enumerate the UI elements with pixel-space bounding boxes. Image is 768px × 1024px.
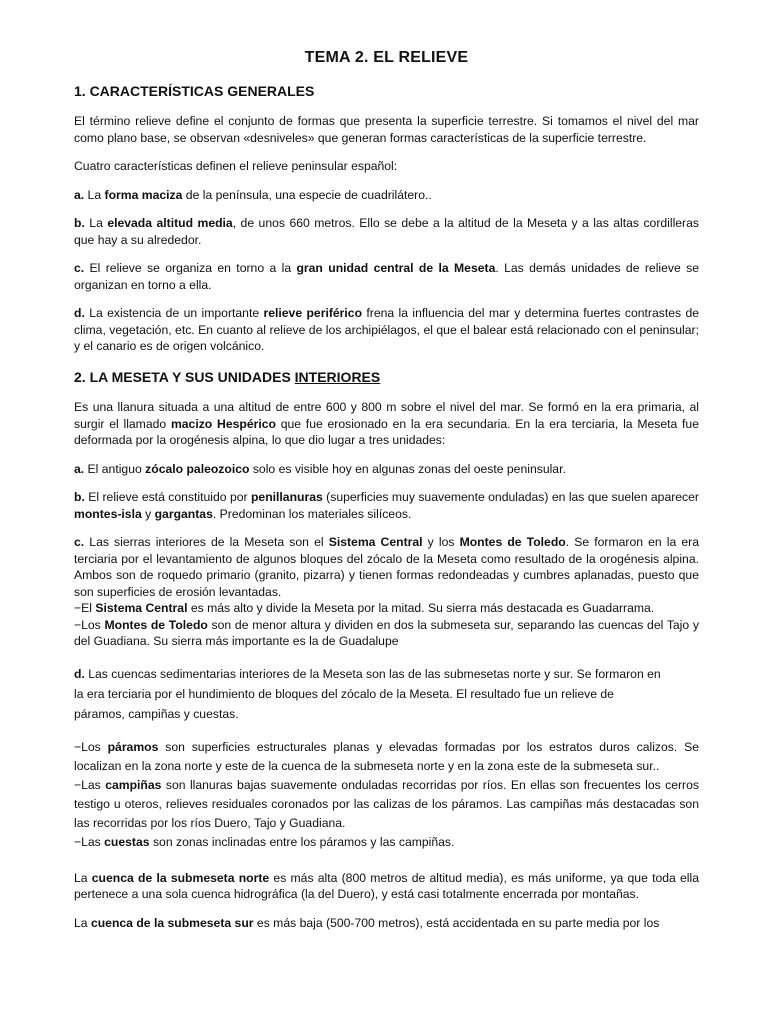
campinas-bold: campiñas <box>105 777 162 792</box>
feature-c <box>74 260 699 293</box>
section-1-intro: El término relieve define el conjunto de formas que presenta la superficie terrestre. Si tomamos el nivel del mar como plano base, se observan «desniveles» que generan formas características de la superficie terrestre. <box>74 114 699 145</box>
feature-a-bold: forma maciza <box>104 187 183 202</box>
campinas <box>74 776 699 833</box>
feature-b-bold: elevada altitud media <box>107 216 233 230</box>
unit-a-pre: El antiguo <box>84 461 146 476</box>
unit-d-line3: páramos, campiñas y cuestas. <box>74 706 239 721</box>
section-2-heading-text: 2. LA MESETA Y SUS UNIDADES <box>74 368 295 385</box>
section-2-heading <box>74 369 699 386</box>
feature-c-post: . Las demás unidades de relieve se organizan en torno a ella. <box>74 261 699 292</box>
norte-post: es más alta (800 metros de altitud media), es más uniforme, ya que toda ella pertenece a una sola cuenca hidrográfica (la del Duero), y está casi totalmente encerrada por montañas. <box>74 870 699 901</box>
section-2-heading-underlined: INTERIORES <box>294 368 381 385</box>
unit-c-sistema-central <box>74 600 699 617</box>
feature-a-letter: a. <box>74 187 85 202</box>
paramos-pre: −Los <box>74 739 108 754</box>
section-2-intro <box>74 399 699 449</box>
feature-a-pre: La <box>84 187 105 202</box>
unit-b-t2: (superficies muy suavemente onduladas) en las que suelen aparecer <box>322 490 699 504</box>
unit-c-t1: Las sierras interiores de la Meseta son el <box>84 535 329 549</box>
section-1-lead: Cuatro características definen el relieve peninsular español: <box>74 159 398 173</box>
section-1-heading: 1. CARACTERÍSTICAS GENERALES <box>74 82 315 99</box>
submeseta-sur <box>74 915 699 932</box>
feature-a <box>74 187 699 204</box>
submeseta-norte <box>74 870 699 903</box>
feature-d-pre: La existencia de un importante <box>84 306 264 320</box>
feature-b <box>74 215 699 248</box>
unit-d <box>74 664 699 684</box>
unit-d-text1: Las cuencas sedimentarias interiores de la Meseta son las de las submesetas norte y sur. Se formaron en <box>84 666 661 681</box>
sur-pre: La <box>74 915 91 930</box>
unit-d-letter: d. <box>74 666 85 681</box>
unit-b-t4: . Predominan los materiales silíceos. <box>212 506 412 521</box>
section-2-intro-b1: macizo Hespérico <box>170 416 276 431</box>
paramos <box>74 738 699 776</box>
paramos-bold: páramos <box>107 739 159 754</box>
unit-b-t3: y <box>141 506 155 521</box>
unit-c-montes-toledo <box>74 617 699 650</box>
unit-d-line2: la era terciaria por el hundimiento de bloques del zócalo de la Meseta. El resultado fue un relieve de <box>74 686 614 701</box>
document-title: TEMA 2. EL RELIEVE <box>304 49 469 66</box>
sur-bold: cuenca de la submeseta sur <box>90 915 254 930</box>
cuestas-bold: cuestas <box>104 834 150 849</box>
unit-c-l2-pre: −Los <box>74 617 105 632</box>
cuestas <box>74 833 699 852</box>
unit-a <box>74 461 699 478</box>
unit-c-t2: y los <box>422 535 460 549</box>
norte-pre: La <box>74 870 92 885</box>
campinas-post: son llanuras bajas suavemente onduladas recorridas por ríos. En ellas son frecuentes los cerros testigo u oteros, relieves residuales coronados por las calizas de los páramos. Las campiñas más destacadas son las recorridas por los ríos Duero, Tajo y Guadiana. <box>74 777 699 830</box>
unit-a-post: solo es visible hoy en algunas zonas del oeste peninsular. <box>249 461 566 476</box>
feature-c-letter: c. <box>74 261 85 275</box>
unit-c-l1-pre: −El <box>74 601 96 615</box>
unit-c <box>74 534 699 600</box>
feature-c-pre: El relieve se organiza en torno a la <box>84 261 297 275</box>
feature-a-post: de la península, una especie de cuadrilátero.. <box>182 187 432 202</box>
unit-c-b1: Sistema Central <box>328 535 423 549</box>
unit-b <box>74 489 699 522</box>
feature-d-letter: d. <box>74 306 85 320</box>
feature-c-bold: gran unidad central de la Meseta <box>296 261 496 275</box>
section-2-intro-t2: que fue erosionado en la era secundaria. En la era terciaria, la Meseta fue deformada por la orogénesis alpina, lo que dio lugar a tres unidades: <box>74 416 699 447</box>
feature-b-post: , de unos 660 metros. Ello se debe a la altitud de la Meseta y a las altas cordilleras que hay a su alrededor. <box>74 216 699 247</box>
unit-a-letter: a. <box>74 461 85 476</box>
unit-c-t3: . Se formaron en la era terciaria por el levantamiento de algunos bloques del zócalo de la Meseta como resultado de la orogénesis alpina. Ambos son de roquedo primario (granito, pizarra) y tienen formas redondeadas y cumbres aplanadas, puesto que son superficies de erosión levantadas. <box>74 535 699 599</box>
unit-c-l1-post: es más alto y divide la Meseta por la mitad. Su sierra más destacada es Guadarrama. <box>187 601 655 615</box>
unit-b-t1: El relieve está constituido por <box>84 490 251 504</box>
unit-b-letter: b. <box>74 490 85 504</box>
unit-c-l2-post: son de menor altura y dividen en dos la submeseta sur, separando las cuencas del Tajo y del Guadiana. Su sierra más importante es la de Guadalupe <box>74 617 699 648</box>
unit-b-b2: montes-isla <box>74 506 142 521</box>
norte-bold: cuenca de la submeseta norte <box>91 870 270 885</box>
unit-a-bold: zócalo paleozoico <box>145 461 250 476</box>
unit-c-l2-bold: Montes de Toledo <box>104 617 208 632</box>
section-2-intro-t1: Es una llanura situada a una altitud de entre 600 y 800 m sobre el nivel del mar. Se formó en la era primaria, al surgir el llamado <box>74 400 699 431</box>
campinas-pre: −Las <box>74 777 106 792</box>
unit-b-b3: gargantas <box>154 506 213 521</box>
unit-b-b1: penillanuras <box>250 490 323 504</box>
feature-b-pre: La <box>84 216 108 230</box>
feature-d-post: frena la influencia del mar y determina fuertes contrastes de clima, vegetación, etc. En cuanto al relieve de los archipiélagos, el que el balear está relacionado con el peninsular; y el canario es de origen volcánico. <box>74 306 700 353</box>
sur-post: es más baja (500-700 metros), está accidentada en su parte media por los <box>253 915 660 930</box>
cuestas-post: son zonas inclinadas entre los páramos y las campiñas. <box>149 834 455 849</box>
feature-d <box>74 305 699 355</box>
paramos-post: son superficies estructurales planas y elevadas formadas por los estratos duros calizos. Se localizan en la zona norte y este de la cuenca de la submeseta norte y en la zona este de la submeseta sur.. <box>74 739 699 773</box>
cuestas-pre: −Las <box>74 834 105 849</box>
feature-d-bold: relieve periférico <box>263 306 363 320</box>
feature-b-letter: b. <box>74 216 85 230</box>
unit-c-l1-bold: Sistema Central <box>95 601 188 615</box>
unit-c-b2: Montes de Toledo <box>459 535 566 549</box>
unit-c-letter: c. <box>74 535 85 549</box>
